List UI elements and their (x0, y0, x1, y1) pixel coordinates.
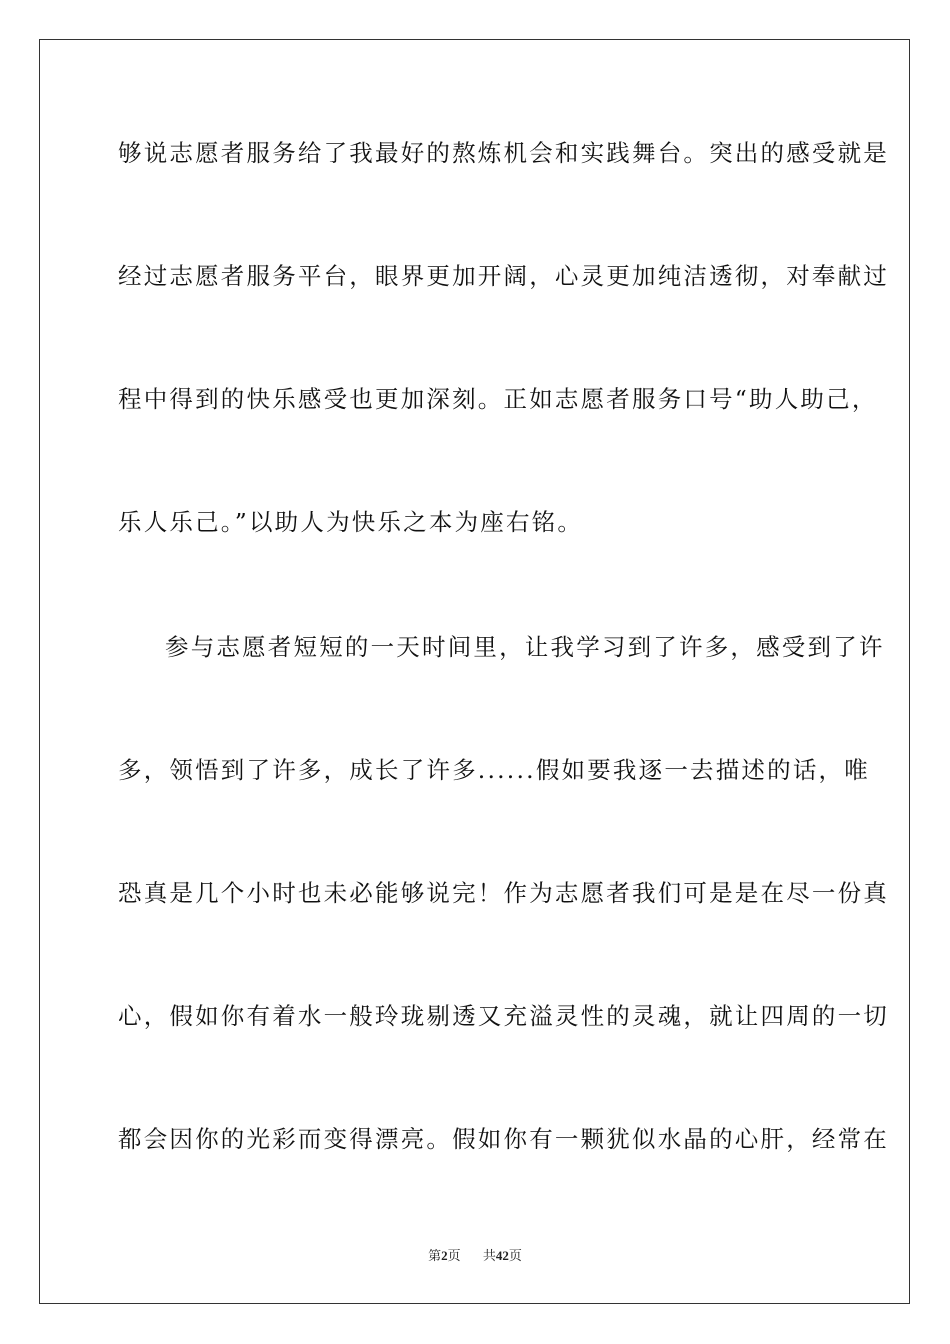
page-prefix: 第 (428, 1249, 442, 1264)
body-text-line: 多，领悟到了许多，成长了许多......假如要我逐一去描述的话，唯 (118, 756, 870, 784)
body-text-line: 恐真是几个小时也未必能够说完！作为志愿者我们可是是在尽一份真 (118, 879, 889, 907)
page-footer (0, 1248, 950, 1265)
body-text-line: 程中得到的快乐感受也更加深刻。正如志愿者服务口号“助人助己， (118, 385, 878, 413)
page-indicator (428, 1248, 461, 1265)
page-border (39, 39, 910, 1304)
body-text-line: 乐人乐己。”以助人为快乐之本为座右铭。 (118, 508, 584, 536)
body-text-line: 心，假如你有着水一般玲珑剔透又充溢灵性的灵魂，就让四周的一切 (118, 1002, 889, 1030)
total-prefix: 共 (482, 1249, 496, 1264)
total-pages-indicator (483, 1248, 522, 1265)
body-text-line: 都会因你的光彩而变得漂亮。假如你有一颗犹似水晶的心肝，经常在 (118, 1125, 889, 1153)
body-text-line: 经过志愿者服务平台，眼界更加开阔，心灵更加纯洁透彻，对奉献过 (118, 262, 889, 290)
total-page-count: 42 (495, 1248, 509, 1263)
page-suffix: 页 (447, 1249, 461, 1264)
body-text-line: 够说志愿者服务给了我最好的熬炼机会和实践舞台。突出的感受就是 (118, 139, 889, 167)
total-suffix: 页 (508, 1249, 522, 1264)
paragraph-first-line: 参与志愿者短短的一天时间里，让我学习到了许多，感受到了许 (165, 633, 885, 661)
page-number: 2 (441, 1248, 448, 1263)
